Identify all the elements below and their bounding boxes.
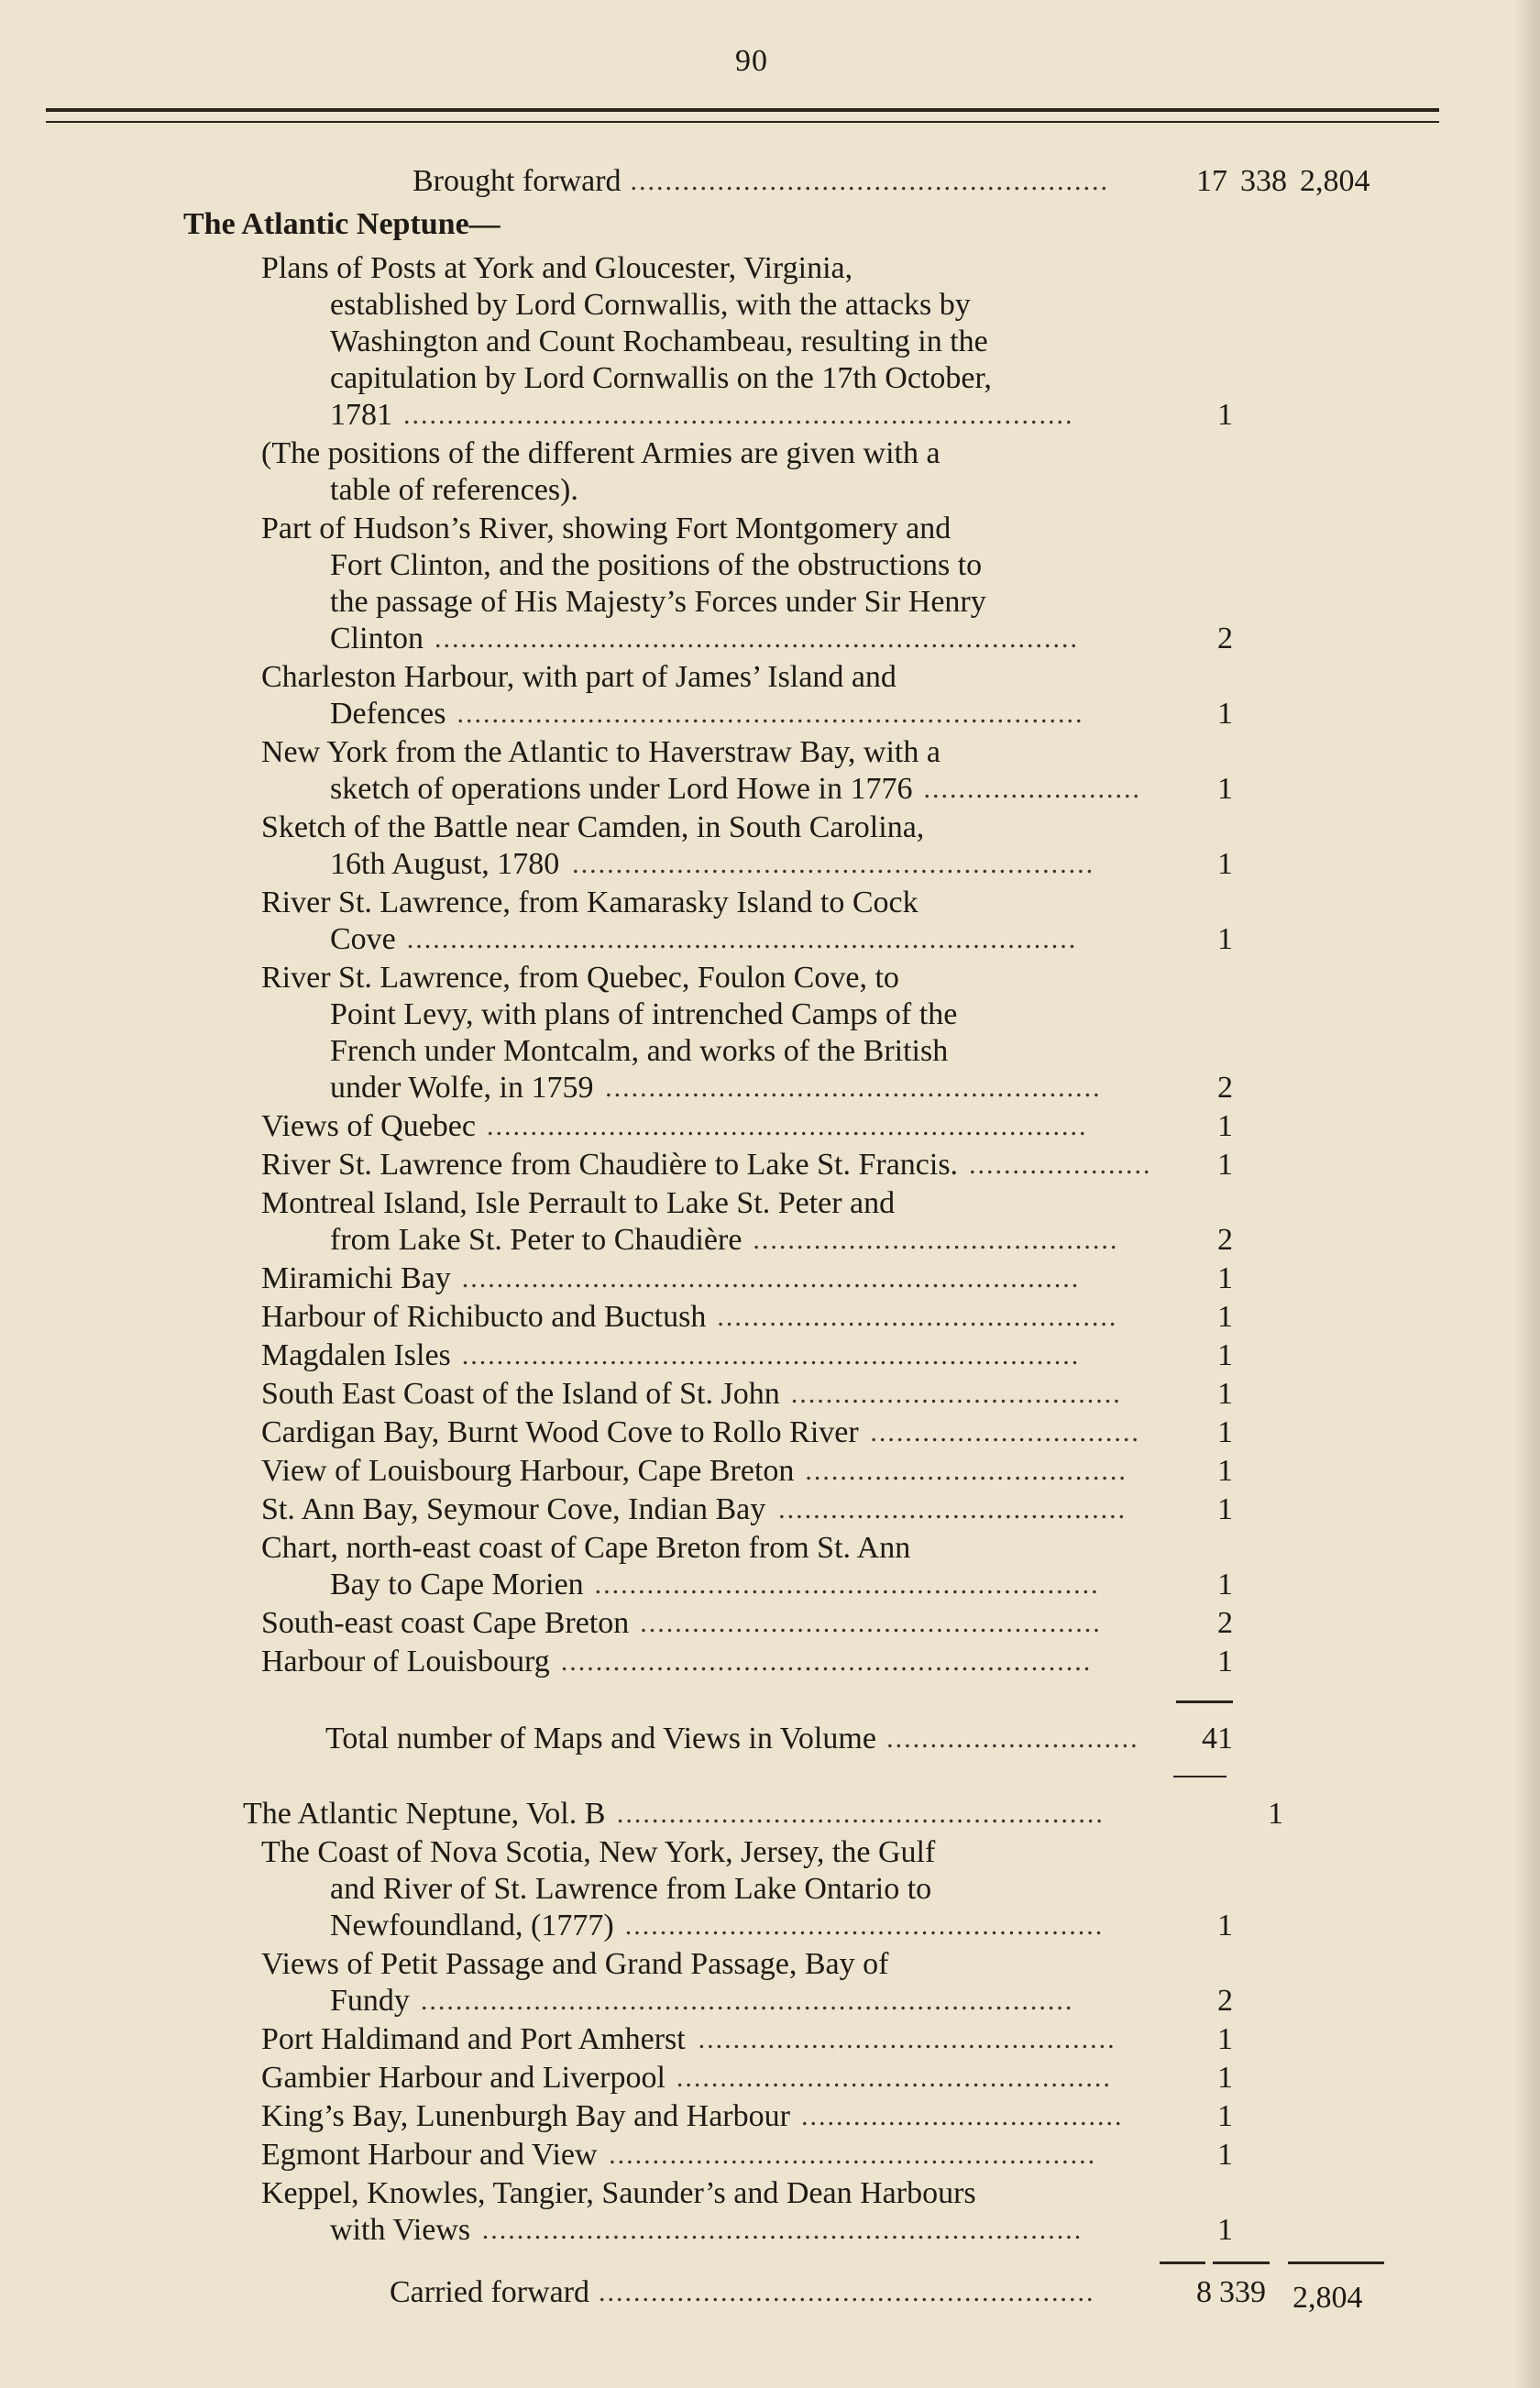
dot-leader: ........................................ — [778, 1494, 1128, 1524]
entry-line: the passage of His Majesty’s Forces under Sir Henry — [330, 585, 986, 619]
dot-leader: ..................................................... — [640, 1608, 1102, 1638]
entry-line: The Atlantic Neptune, Vol. B — [243, 1797, 606, 1831]
dot-leader: ................................................ — [698, 2024, 1116, 2054]
dot-leader: .......................................... — [753, 1225, 1119, 1255]
item-count: 1 — [1217, 847, 1233, 881]
item-count: 1 — [1217, 922, 1233, 956]
entry-line: St. Ann Bay, Seymour Cove, Indian Bay — [261, 1492, 766, 1526]
dot-leader: ........................................................................ — [456, 699, 1084, 729]
entry-line: with Views — [330, 2213, 471, 2247]
dot-leader: ........................................................ — [609, 2140, 1097, 2170]
entry-line: The Coast of Nova Scotia, New York, Jersey, the Gulf — [261, 1835, 936, 1869]
item-count: 1 — [1217, 1338, 1233, 1372]
dot-leader: ............................................................................. — [403, 400, 1074, 430]
entry-line: Point Levy, with plans of intrenched Camps of the — [330, 997, 958, 1031]
entry-line: Total number of Maps and Views in Volume — [325, 1722, 876, 1755]
section-title: The Atlantic Neptune— — [183, 207, 500, 241]
dot-leader: ......................................................... — [605, 1073, 1102, 1103]
dot-leader: ..................................................................... — [481, 2215, 1084, 2245]
dot-leader: .......................................................... — [594, 1569, 1100, 1600]
brought-forward-col3: 2,804 — [1300, 164, 1370, 198]
brought-forward-col1: 17 — [1196, 164, 1227, 198]
item-count: 1 — [1217, 1568, 1233, 1601]
item-count: 1 — [1268, 1797, 1283, 1831]
brought-forward-col2: 338 — [1240, 164, 1287, 198]
carried-forward-col3: 2,804 — [1292, 2281, 1363, 2315]
item-count: 2 — [1217, 1984, 1233, 2018]
dot-leader: ....................................................................... — [461, 1263, 1081, 1293]
entry-line: South-east coast Cape Breton — [261, 1606, 630, 1640]
carried-rule-1 — [1160, 2261, 1205, 2264]
dot-leader: ............................................................................. — [406, 924, 1078, 954]
item-count: 2 — [1217, 622, 1233, 655]
entry-line: River St. Lawrence, from Quebec, Foulon Cove, to — [261, 961, 899, 995]
entry-line: View of Louisbourg Harbour, Cape Breton — [261, 1454, 795, 1488]
entry-line: Harbour of Louisbourg — [261, 1645, 550, 1678]
entry-line: Miramichi Bay — [261, 1261, 451, 1295]
dot-leader: ............................... — [870, 1417, 1140, 1447]
item-count: 1 — [1217, 2138, 1233, 2172]
carried-rule-2 — [1213, 2261, 1270, 2264]
entry-line: Keppel, Knowles, Tangier, Saunder’s and Dean Harbours — [261, 2176, 976, 2210]
entry-line: Carried forward — [390, 2275, 590, 2309]
total-value: 41 — [1202, 1722, 1233, 1755]
entry-line: from Lake St. Peter to Chaudière — [330, 1223, 742, 1257]
dot-leader: ..................................... — [800, 2101, 1124, 2131]
item-count: 2 — [1217, 1606, 1233, 1640]
dot-leader: ......................... — [923, 774, 1141, 804]
entry-line: Plans of Posts at York and Gloucester, Virginia, — [261, 251, 853, 285]
entry-line: sketch of operations under Lord Howe in 1776 — [330, 772, 913, 806]
entry-line: Chart, north-east coast of Cape Breton from St. Ann — [261, 1531, 911, 1565]
dot-leader: ..................................... — [805, 1456, 1128, 1486]
item-count: 1 — [1217, 772, 1233, 806]
entry-line: French under Montcalm, and works of the British — [330, 1034, 949, 1068]
dot-leader: ............................................................ — [572, 849, 1095, 879]
entry-line: Clinton — [330, 622, 424, 655]
entry-line: King’s Bay, Lunenburgh Bay and Harbour — [261, 2099, 790, 2133]
entry-line: Views of Quebec — [261, 1109, 476, 1143]
carried-forward-col1: 8 — [1196, 2275, 1212, 2309]
item-count: 1 — [1217, 1109, 1233, 1143]
entry-line: and River of St. Lawrence from Lake Ontario to — [330, 1872, 932, 1906]
dot-leader: ........................................................................... — [420, 1986, 1074, 2016]
item-count: 1 — [1217, 1148, 1233, 1182]
dot-leader: ..................... — [969, 1150, 1152, 1180]
entry-line: Port Haldimand and Port Amherst — [261, 2022, 686, 2056]
entry-line: Gambier Harbour and Liverpool — [261, 2061, 666, 2095]
dot-leader: ............................................................. — [560, 1646, 1093, 1677]
page-edge-shadow — [1514, 0, 1540, 2388]
entry-line: Part of Hudson’s River, showing Fort Montgomery and — [261, 512, 952, 545]
dot-leader: .......................................................................... — [434, 623, 1080, 654]
item-count: 1 — [1217, 2061, 1233, 2095]
vol-b-rule — [1173, 1776, 1226, 1777]
dot-leader: ....................................................... — [624, 1910, 1105, 1941]
item-count: 1 — [1217, 1377, 1233, 1411]
entry-line: Bay to Cape Morien — [330, 1568, 584, 1601]
item-count: 1 — [1217, 398, 1233, 432]
item-count: 2 — [1217, 1223, 1233, 1257]
entry-line: under Wolfe, in 1759 — [330, 1071, 594, 1105]
entry-line: table of references). — [330, 473, 578, 507]
entry-line: River St. Lawrence from Chaudière to Lake St. Francis. — [261, 1148, 959, 1182]
entry-line: New York from the Atlantic to Haverstraw Bay, with a — [261, 735, 940, 769]
entry-line: 1781 — [330, 398, 392, 432]
entry-line: 16th August, 1780 — [330, 847, 560, 881]
entry-line: Cardigan Bay, Burnt Wood Cove to Rollo River — [261, 1415, 859, 1449]
dot-leader: ....................................................................... — [461, 1340, 1081, 1370]
item-count: 1 — [1217, 1454, 1233, 1488]
carried-forward-col2: 339 — [1219, 2275, 1266, 2309]
item-count: 1 — [1217, 697, 1233, 731]
item-count: 1 — [1217, 1645, 1233, 1678]
carried-rule-3 — [1288, 2261, 1384, 2264]
entry-line: capitulation by Lord Cornwallis on the 17th October, — [330, 361, 992, 395]
item-count: 1 — [1217, 1300, 1233, 1334]
entry-line: Cove — [330, 922, 396, 956]
entry-line: South East Coast of the Island of St. John — [261, 1377, 780, 1411]
entry-line: Fundy — [330, 1984, 410, 2018]
entry-line: Magdalen Isles — [261, 1338, 451, 1372]
dot-leader: .............................................. — [717, 1302, 1118, 1332]
entry-line: Brought forward — [412, 164, 622, 198]
dot-leader: .................................................. — [676, 2063, 1112, 2093]
entry-line: Sketch of the Battle near Camden, in South Carolina, — [261, 810, 925, 844]
item-count: 1 — [1217, 2213, 1233, 2247]
entry-line: Fort Clinton, and the positions of the obstructions to — [330, 548, 983, 582]
dot-leader: ......................................................... — [599, 2277, 1095, 2307]
dot-leader: ....................................................... — [630, 166, 1110, 196]
entry-line: Charleston Harbour, with part of James’ Island and — [261, 660, 896, 694]
dot-leader: ..................................................................... — [486, 1111, 1088, 1141]
entry-line: Montreal Island, Isle Perrault to Lake St. Peter and — [261, 1186, 896, 1220]
dot-leader: ...................................... — [790, 1379, 1122, 1409]
page-number: 90 — [735, 44, 768, 78]
entry-line: Egmont Harbour and View — [261, 2138, 598, 2172]
item-count: 2 — [1217, 1071, 1233, 1105]
entry-line: River St. Lawrence, from Kamarasky Island to Cock — [261, 886, 918, 919]
item-count: 1 — [1217, 2099, 1233, 2133]
item-count: 1 — [1217, 1415, 1233, 1449]
item-count: 1 — [1217, 1909, 1233, 1942]
header-rule-thin — [46, 121, 1439, 123]
total-rule — [1176, 1700, 1233, 1703]
dot-leader: ........................................................ — [616, 1799, 1105, 1829]
item-count: 1 — [1217, 1261, 1233, 1295]
entry-line: (The positions of the different Armies are given with a — [261, 436, 940, 470]
item-count: 1 — [1217, 2022, 1233, 2056]
dot-leader: ............................. — [886, 1723, 1139, 1754]
header-rule-thick — [46, 108, 1439, 112]
entry-line: Newfoundland, (1777) — [330, 1909, 614, 1942]
entry-line: Defences — [330, 697, 446, 731]
entry-line: Washington and Count Rochambeau, resulting in the — [330, 325, 988, 358]
item-count: 1 — [1217, 1492, 1233, 1526]
entry-line: Harbour of Richibucto and Buctush — [261, 1300, 707, 1334]
entry-line: Views of Petit Passage and Grand Passage, Bay of — [261, 1947, 889, 1981]
entry-line: established by Lord Cornwallis, with the attacks by — [330, 288, 971, 322]
